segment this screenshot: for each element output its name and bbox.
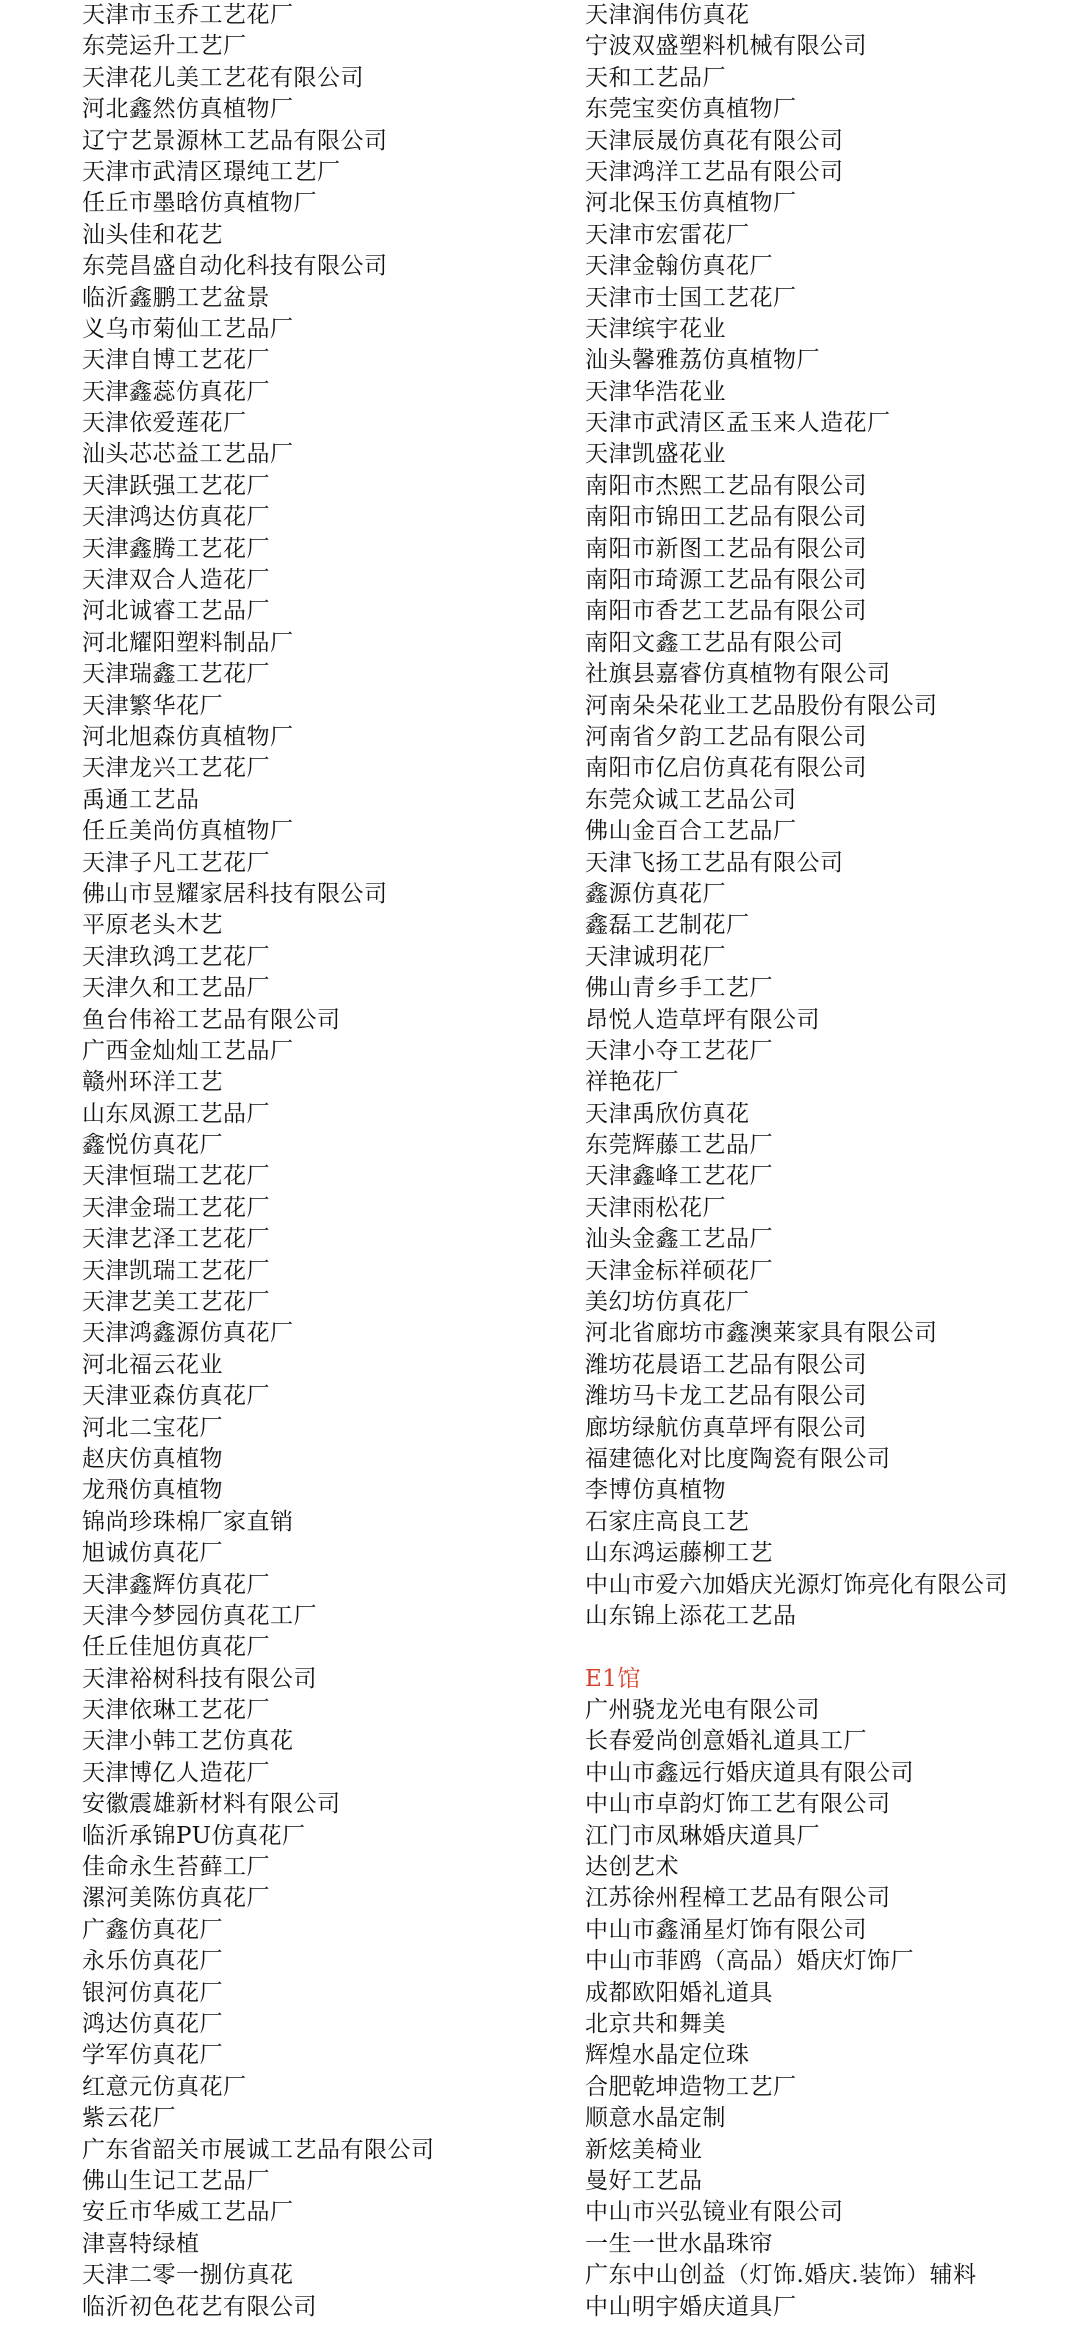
exhibitor-name: 天津鑫蕊仿真花厂 — [82, 378, 270, 405]
exhibitor-name: 东莞运升工艺厂 — [82, 33, 247, 60]
exhibitor-name: 天津禹欣仿真花 — [585, 1100, 750, 1127]
exhibitor-name: 廊坊绿航仿真草坪有限公司 — [585, 1414, 867, 1441]
exhibitor-name: 河北保玉仿真植物厂 — [585, 190, 797, 217]
exhibitor-name: 银河仿真花厂 — [82, 1979, 223, 2006]
exhibitor-name: 天津今梦园仿真花工厂 — [82, 1602, 317, 1629]
exhibitor-name: 鸿达仿真花厂 — [82, 2011, 223, 2037]
exhibitor-name: 山东凤源工艺品厂 — [82, 1100, 270, 1127]
exhibitor-name: 天津花儿美工艺花有限公司 — [82, 64, 364, 91]
exhibitor-name: 天津飞扬工艺品有限公司 — [585, 849, 844, 876]
exhibitor-name: 南阳市亿启仿真花有限公司 — [585, 755, 867, 782]
left-exhibitor-list — [82, 0, 592, 2323]
exhibitor-name: 龙飛仿真植物 — [82, 1477, 223, 1504]
exhibitor-name: 任丘市墨晗仿真植物厂 — [82, 190, 317, 217]
exhibitor-name: 天津玖鸿工艺花厂 — [82, 943, 270, 970]
exhibitor-name: 天津艺美工艺花厂 — [82, 1289, 270, 1316]
exhibitor-name: 安徽震雄新材料有限公司 — [82, 1791, 341, 1818]
exhibitor-name: 长春爱尚创意婚礼道具工厂 — [585, 1728, 867, 1755]
exhibitor-name: 临沂鑫鹏工艺盆景 — [82, 284, 270, 311]
exhibitor-name: 河北鑫然仿真植物厂 — [82, 96, 294, 123]
exhibitor-name: 河南朵朵花业工艺品股份有限公司 — [585, 692, 938, 719]
exhibitor-name: 北京共和舞美 — [585, 2011, 726, 2037]
hall-heading: E1馆 — [585, 1665, 641, 1692]
exhibitor-name: 南阳市杰熙工艺品有限公司 — [585, 472, 867, 499]
exhibitor-name: 祥艳花厂 — [585, 1069, 679, 1096]
exhibitor-name: 中山市爱六加婚庆光源灯饰亮化有限公司 — [585, 1571, 1008, 1598]
exhibitor-name: 鑫磊工艺制花厂 — [585, 912, 750, 939]
exhibitor-name: 南阳文鑫工艺品有限公司 — [585, 629, 844, 656]
exhibitor-name: 天津鑫峰工艺花厂 — [585, 1163, 773, 1190]
exhibitor-name: 广鑫仿真花厂 — [82, 1916, 223, 1943]
exhibitor-name: 天津凯瑞工艺花厂 — [82, 1257, 270, 1284]
exhibitor-name: 永乐仿真花厂 — [82, 1948, 223, 1975]
exhibitor-name: 佛山青乡手工艺厂 — [585, 975, 773, 1002]
exhibitor-name: 天津鑫腾工艺花厂 — [82, 535, 270, 562]
exhibitor-name: 河北诚睿工艺品厂 — [82, 598, 270, 625]
exhibitor-name: 临沂承锦PU仿真花厂 — [82, 1822, 306, 1849]
exhibitor-name: 佛山市昱耀家居科技有限公司 — [82, 880, 388, 907]
exhibitor-name: 天津恒瑞工艺花厂 — [82, 1163, 270, 1190]
exhibitor-name: 红意元仿真花厂 — [82, 2073, 247, 2100]
exhibitor-name: 天津亚森仿真花厂 — [82, 1383, 270, 1410]
exhibitor-name: 顺意水晶定制 — [585, 2105, 726, 2132]
exhibitor-name: 义乌市菊仙工艺品厂 — [82, 315, 294, 342]
exhibitor-name: 佳命永生苔藓工厂 — [82, 1854, 270, 1881]
exhibitor-name: 成都欧阳婚礼道具 — [585, 1979, 773, 2006]
exhibitor-name: 任丘佳旭仿真花厂 — [82, 1634, 270, 1661]
exhibitor-name: 漯河美陈仿真花厂 — [82, 1885, 270, 1912]
exhibitor-name: 佛山金百合工艺品厂 — [585, 818, 797, 845]
exhibitor-name: 天津小夺工艺花厂 — [585, 1037, 773, 1064]
exhibitor-name: 南阳市锦田工艺品有限公司 — [585, 504, 867, 531]
exhibitor-name: 福建德化对比度陶瓷有限公司 — [585, 1445, 891, 1472]
exhibitor-name: 汕头金鑫工艺品厂 — [585, 1226, 773, 1253]
exhibitor-name: 南阳市新图工艺品有限公司 — [585, 535, 867, 562]
exhibitor-name: 赵庆仿真植物 — [82, 1445, 223, 1472]
exhibitor-name: 平原老头木艺 — [82, 912, 223, 939]
exhibitor-name: 美幻坊仿真花厂 — [585, 1289, 750, 1316]
exhibitor-name: 南阳市香艺工艺品有限公司 — [585, 598, 867, 625]
exhibitor-name: 江苏徐州程樟工艺品有限公司 — [585, 1885, 891, 1912]
exhibitor-name: 天津二零一捌仿真花 — [82, 2262, 294, 2289]
exhibitor-name: 河北省廊坊市鑫澳莱家具有限公司 — [585, 1320, 938, 1347]
exhibitor-name: 中山明宇婚庆道具厂 — [585, 2293, 797, 2320]
exhibitor-name: 天津子凡工艺花厂 — [82, 849, 270, 876]
exhibitor-name: 天津瑞鑫工艺花厂 — [82, 661, 270, 688]
exhibitor-name: 赣州环洋工艺 — [82, 1069, 223, 1096]
exhibitor-name: 旭诚仿真花厂 — [82, 1540, 223, 1567]
exhibitor-name: 天津艺泽工艺花厂 — [82, 1226, 270, 1253]
exhibitor-name: 天津自博工艺花厂 — [82, 347, 270, 374]
exhibitor-name: 一生一世水晶珠帘 — [585, 2230, 773, 2257]
exhibitor-name: 河北二宝花厂 — [82, 1414, 223, 1441]
exhibitor-name: 李博仿真植物 — [585, 1477, 726, 1504]
exhibitor-name: 中山市菲鸥（高品）婚庆灯饰厂 — [585, 1948, 914, 1975]
exhibitor-name: 天津裕树科技有限公司 — [82, 1665, 317, 1692]
exhibitor-name: 学军仿真花厂 — [82, 2042, 223, 2069]
exhibitor-name: 广州骁龙光电有限公司 — [585, 1697, 820, 1724]
exhibitor-name: 汕头佳和花艺 — [82, 221, 223, 248]
exhibitor-name: 河南省夕韵工艺品有限公司 — [585, 723, 867, 750]
exhibitor-name: 天津鑫辉仿真花厂 — [82, 1571, 270, 1598]
exhibitor-name: 天津鸿达仿真花厂 — [82, 504, 270, 531]
exhibitor-name: 禹通工艺品 — [82, 786, 200, 813]
exhibitor-name: 天津博亿人造花厂 — [82, 1759, 270, 1786]
exhibitor-name: 广东中山创益（灯饰.婚庆.装饰）辅料 — [585, 2262, 977, 2289]
exhibitor-name: 东莞宝奕仿真植物厂 — [585, 96, 797, 123]
exhibitor-name: 天津金瑞工艺花厂 — [82, 1194, 270, 1221]
exhibitor-name: 天津凯盛花业 — [585, 441, 726, 468]
exhibitor-name: 鑫源仿真花厂 — [585, 880, 726, 907]
exhibitor-name: 鱼台伟裕工艺品有限公司 — [82, 1006, 341, 1033]
exhibitor-name: 天津金标祥硕花厂 — [585, 1257, 773, 1284]
exhibitor-name: 石家庄高良工艺 — [585, 1508, 750, 1535]
exhibitor-name: 东莞昌盛自动化科技有限公司 — [82, 253, 388, 280]
exhibitor-name: 达创艺术 — [585, 1854, 679, 1881]
exhibitor-name: 任丘美尚仿真植物厂 — [82, 818, 294, 845]
exhibitor-name: 天津华浩花业 — [585, 378, 726, 405]
exhibitor-name: 广西金灿灿工艺品厂 — [82, 1037, 294, 1064]
exhibitor-name: 鑫悦仿真花厂 — [82, 1132, 223, 1159]
exhibitor-name: 天津市士国工艺花厂 — [585, 284, 797, 311]
exhibitor-name: 潍坊马卡龙工艺品有限公司 — [585, 1383, 867, 1410]
exhibitor-name: 辉煌水晶定位珠 — [585, 2042, 750, 2069]
exhibitor-name: 天津市玉乔工艺花厂 — [82, 2, 294, 28]
exhibitor-name: 河北耀阳塑料制品厂 — [82, 629, 294, 656]
exhibitor-name: 津喜特绿植 — [82, 2230, 200, 2257]
exhibitor-name: 天津金翰仿真花厂 — [585, 253, 773, 280]
exhibitor-name: 河北旭森仿真植物厂 — [82, 723, 294, 750]
exhibitor-name: 天津繁华花厂 — [82, 692, 223, 719]
exhibitor-name: 天津小韩工艺仿真花 — [82, 1728, 294, 1755]
exhibitor-name: 宁波双盛塑料机械有限公司 — [585, 33, 867, 60]
exhibitor-name: 天津诚玥花厂 — [585, 943, 726, 970]
exhibitor-name: 天津龙兴工艺花厂 — [82, 755, 270, 782]
exhibitor-name: 山东锦上添花工艺品 — [585, 1602, 797, 1629]
exhibitor-name: 合肥乾坤造物工艺厂 — [585, 2073, 797, 2100]
exhibitor-name: 中山市鑫涌星灯饰有限公司 — [585, 1916, 867, 1943]
exhibitor-name: 天津鸿鑫源仿真花厂 — [82, 1320, 294, 1347]
exhibitor-name: 天津依琳工艺花厂 — [82, 1697, 270, 1724]
exhibitor-name: 天津久和工艺品厂 — [82, 975, 270, 1002]
exhibitor-name: 天津润伟仿真花 — [585, 2, 750, 28]
exhibitor-name: 佛山生记工艺品厂 — [82, 2167, 270, 2194]
exhibitor-name: 紫云花厂 — [82, 2105, 176, 2132]
exhibitor-name: 天津双合人造花厂 — [82, 567, 270, 594]
exhibitor-name: 天津辰晟仿真花有限公司 — [585, 127, 844, 154]
exhibitor-name: 汕头芯芯益工艺品厂 — [82, 441, 294, 468]
exhibitor-name: 东莞辉藤工艺品厂 — [585, 1132, 773, 1159]
exhibitor-name: 中山市兴弘镜业有限公司 — [585, 2199, 844, 2226]
exhibitor-name: 昂悦人造草坪有限公司 — [585, 1006, 820, 1033]
exhibitor-name: 南阳市琦源工艺品有限公司 — [585, 567, 867, 594]
exhibitor-name: 临沂初色花艺有限公司 — [82, 2293, 317, 2320]
section-spacer — [585, 1632, 1080, 1663]
exhibitor-name: 社旗县嘉睿仿真植物有限公司 — [585, 661, 891, 688]
exhibitor-name: 中山市鑫远行婚庆道具有限公司 — [585, 1759, 914, 1786]
exhibitor-name: 天津鸿洋工艺品有限公司 — [585, 158, 844, 185]
exhibitor-name: 山东鸿运藤柳工艺 — [585, 1540, 773, 1567]
exhibitor-name: 天津依爱莲花厂 — [82, 410, 247, 437]
exhibitor-name: 东莞众诚工艺品公司 — [585, 786, 797, 813]
exhibitor-name: 天津跃强工艺花厂 — [82, 472, 270, 499]
exhibitor-name: 汕头馨雅荔仿真植物厂 — [585, 347, 820, 374]
exhibitor-name: 天津市武清区璟纯工艺厂 — [82, 158, 341, 185]
exhibitor-name: 锦尚珍珠棉厂家直销 — [82, 1508, 294, 1535]
exhibitor-name: 新炫美椅业 — [585, 2136, 703, 2163]
exhibitor-name: 广东省韶关市展诚工艺品有限公司 — [82, 2136, 435, 2163]
exhibitor-name: 天津市武清区孟玉来人造花厂 — [585, 410, 891, 437]
exhibitor-name: 天津市宏雷花厂 — [585, 221, 750, 248]
exhibitor-name: 天津缤宇花业 — [585, 315, 726, 342]
exhibitor-name: 中山市卓韵灯饰工艺有限公司 — [585, 1791, 891, 1818]
right-exhibitor-list — [585, 0, 1080, 2323]
exhibitor-name: 曼好工艺品 — [585, 2167, 703, 2194]
exhibitor-name: 河北福云花业 — [82, 1351, 223, 1378]
exhibitor-name: 天和工艺品厂 — [585, 64, 726, 91]
exhibitor-name: 辽宁艺景源林工艺品有限公司 — [82, 127, 388, 154]
exhibitor-name: 天津雨松花厂 — [585, 1194, 726, 1221]
exhibitor-name: 江门市凤琳婚庆道具厂 — [585, 1822, 820, 1849]
exhibitor-name: 潍坊花晨语工艺品有限公司 — [585, 1351, 867, 1378]
exhibitor-name: 安丘市华威工艺品厂 — [82, 2199, 294, 2226]
